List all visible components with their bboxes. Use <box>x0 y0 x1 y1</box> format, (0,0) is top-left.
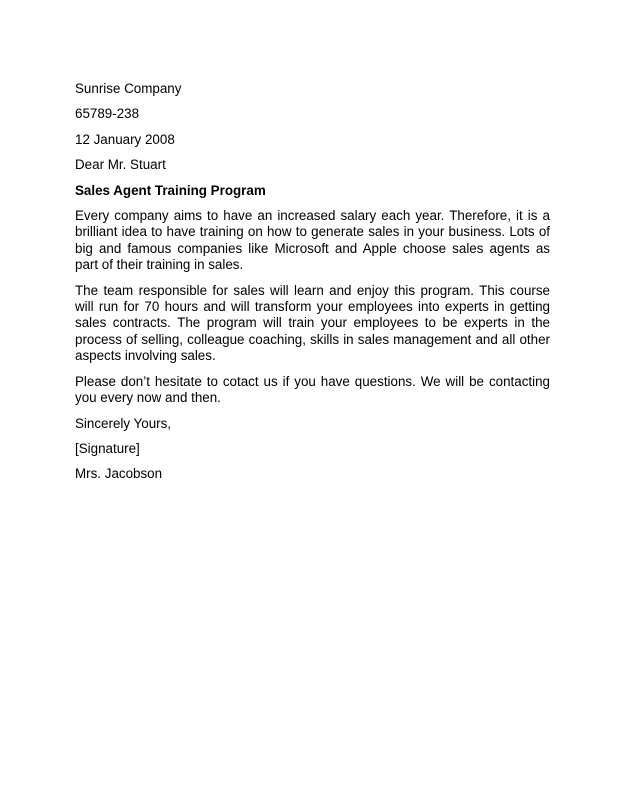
company-name: Sunrise Company <box>75 81 182 96</box>
body-paragraph-3: Please don’t hesitate to cotact us if you have questions. We will be contacting you every now and then. <box>75 373 550 406</box>
signer-name: Mrs. Jacobson <box>75 466 163 482</box>
letter-page <box>75 81 550 492</box>
reference-number: 65789-238 <box>75 106 140 122</box>
body-paragraph-1: Every company aims to have an increased salary each year. Therefore, it is a brilliant idea to have training on how to generate sales in your business. Lots of big and famous companies like Microsoft and Apple choose sales agents as part of their training in sales. <box>75 208 550 273</box>
letter-date: 12 January 2008 <box>75 131 175 147</box>
body-paragraph-2: The team responsible for sales will learn and enjoy this program. This course will run for 70 hours and will transform your employees into experts in getting sales contracts. The program will train your employees to be experts in the process of selling, colleague coaching, skills in sales management and all other aspects involving sales. <box>75 282 550 364</box>
signature-placeholder: [Signature] <box>75 440 140 456</box>
letter-subject: Sales Agent Training Program <box>75 182 266 198</box>
closing: Sincerely Yours, <box>75 415 172 431</box>
salutation: Dear Mr. Stuart <box>75 157 166 173</box>
